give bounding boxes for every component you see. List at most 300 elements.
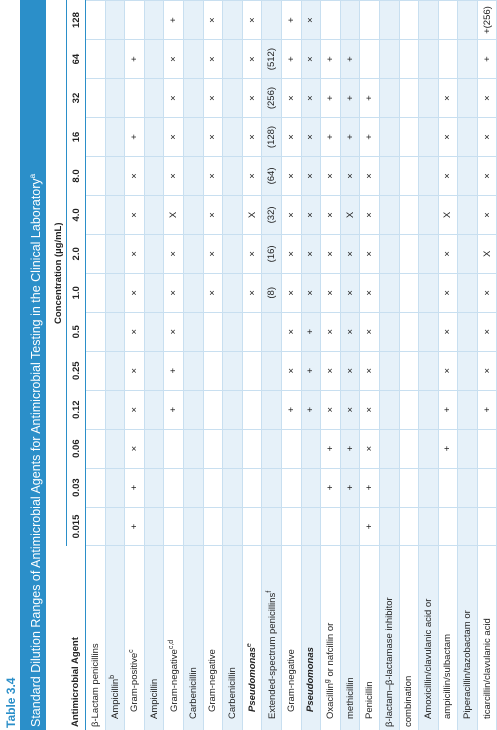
- concentration-cell: ×: [203, 156, 223, 195]
- concentration-cell: [183, 390, 203, 429]
- concentration-cell: ×: [281, 273, 301, 312]
- concentration-cell: ×: [438, 312, 458, 351]
- concentration-cell: [223, 40, 243, 79]
- concentration-cell: ×: [438, 118, 458, 157]
- concentration-cell: [223, 79, 243, 118]
- table-row: [281, 1, 301, 730]
- concentration-header: 0.5: [67, 312, 86, 351]
- concentration-cell: +: [301, 390, 321, 429]
- concentration-cell: ×: [164, 156, 184, 195]
- concentration-cell: [399, 79, 419, 118]
- concentration-cell: +: [360, 507, 380, 546]
- concentration-cell: [144, 234, 164, 273]
- concentration-cell: [301, 507, 321, 546]
- concentration-cell: [203, 351, 223, 390]
- concentration-cell: [379, 118, 399, 157]
- concentration-cell: [164, 429, 184, 468]
- concentration-cell: [458, 79, 478, 118]
- concentration-cell: +: [477, 40, 497, 79]
- concentration-cell: +: [321, 429, 341, 468]
- concentration-cell: +: [321, 40, 341, 79]
- concentration-cell: [86, 273, 106, 312]
- concentration-cell: [477, 468, 497, 507]
- agent-name: Carbenicillin: [226, 667, 238, 719]
- concentration-cell: [105, 351, 125, 390]
- concentration-cell: [86, 195, 106, 234]
- concentration-cell: ×: [203, 273, 223, 312]
- concentration-cell: [105, 156, 125, 195]
- concentration-cell: [223, 390, 243, 429]
- concentration-cell: ×: [281, 234, 301, 273]
- concentration-cell: [340, 507, 360, 546]
- concentration-cell: [321, 507, 341, 546]
- concentration-cell: [86, 390, 106, 429]
- concentration-cell: [458, 390, 478, 429]
- concentration-cell: +: [438, 390, 458, 429]
- concentration-cell: ×: [360, 234, 380, 273]
- concentration-cell: [281, 507, 301, 546]
- concentration-cell: +: [360, 79, 380, 118]
- agent-name: Penicillin: [364, 681, 376, 719]
- table-row: [86, 1, 106, 730]
- concentration-cell: (256): [262, 79, 282, 118]
- concentration-cell: [379, 234, 399, 273]
- concentration-cell: X: [340, 195, 360, 234]
- concentration-cell: [438, 40, 458, 79]
- concentration-cell: +: [125, 40, 145, 79]
- concentration-cell: ×: [321, 351, 341, 390]
- concentration-cell: [105, 79, 125, 118]
- agent-name-cell: [262, 546, 282, 730]
- concentration-cell: [379, 507, 399, 546]
- agent-name-cell: [183, 546, 203, 730]
- concentration-cell: ×: [301, 195, 321, 234]
- concentration-cell: ×: [125, 234, 145, 273]
- concentration-cell: [399, 468, 419, 507]
- concentration-cell: [458, 1, 478, 40]
- concentration-cell: [281, 429, 301, 468]
- agent-name: Gram-negative: [207, 649, 219, 712]
- agent-name-cell: [419, 546, 439, 730]
- concentration-cell: ×: [340, 273, 360, 312]
- concentration-cell: ×: [242, 156, 262, 195]
- agent-name: β-Lactam penicillins: [89, 643, 101, 727]
- concentration-cell: +: [321, 468, 341, 507]
- table-row: [379, 1, 399, 730]
- concentration-cell: [183, 118, 203, 157]
- agent-name-cell: [164, 546, 184, 730]
- concentration-header: 2.0: [67, 234, 86, 273]
- concentration-cell: [477, 507, 497, 546]
- concentration-cell: [105, 507, 125, 546]
- table-row: [242, 1, 262, 730]
- agent-footnote: g: [324, 679, 332, 684]
- concentration-cell: ×: [125, 351, 145, 390]
- concentration-cell: X: [164, 195, 184, 234]
- concentration-cell: [144, 195, 164, 234]
- concentration-cell: ×: [281, 79, 301, 118]
- concentration-cell: [399, 273, 419, 312]
- concentration-cell: [86, 1, 106, 40]
- concentration-cell: [164, 468, 184, 507]
- concentration-cell: +: [340, 79, 360, 118]
- concentration-cell: [183, 234, 203, 273]
- concentration-cell: ×: [477, 79, 497, 118]
- concentration-cell: +: [340, 118, 360, 157]
- concentration-cell: [379, 273, 399, 312]
- concentration-cell: [419, 79, 439, 118]
- concentration-cell: [419, 312, 439, 351]
- concentration-cell: [360, 40, 380, 79]
- agent-name: Ampicillin: [109, 678, 121, 719]
- table-row: [477, 1, 497, 730]
- concentration-cell: [419, 40, 439, 79]
- concentration-cell: [419, 390, 439, 429]
- agent-column-header: Antimicrobial Agent: [67, 546, 86, 730]
- concentration-cell: +: [301, 312, 321, 351]
- concentration-cell: ×: [301, 118, 321, 157]
- concentration-cell: ×: [477, 312, 497, 351]
- concentration-cell: [144, 118, 164, 157]
- concentration-cell: ×: [203, 1, 223, 40]
- table-body: [86, 1, 497, 730]
- concentration-cell: [399, 234, 419, 273]
- concentration-cell: [105, 40, 125, 79]
- agent-footnote: c,d: [167, 639, 175, 650]
- concentration-cell: [438, 507, 458, 546]
- concentration-cell: [144, 79, 164, 118]
- concentration-cell: [340, 1, 360, 40]
- table-row: [301, 1, 321, 730]
- concentration-cell: ×: [242, 79, 262, 118]
- concentration-cell: ×: [360, 351, 380, 390]
- concentration-header: 0.25: [67, 351, 86, 390]
- concentration-cell: [262, 1, 282, 40]
- agent-name: ticarcillin/clavulanic acid: [481, 618, 493, 719]
- concentration-cell: [183, 507, 203, 546]
- concentration-cell: [203, 390, 223, 429]
- concentration-cell: ×: [301, 79, 321, 118]
- concentration-cell: ×: [477, 156, 497, 195]
- table-label: Table 3.4: [4, 677, 18, 728]
- concentration-cell: +: [281, 390, 301, 429]
- concentration-cell: [144, 507, 164, 546]
- table-row: [223, 1, 243, 730]
- concentration-cell: [223, 156, 243, 195]
- agent-name: Gram-positive: [129, 652, 141, 712]
- agent-name-cell: [125, 546, 145, 730]
- concentration-cell: ×: [164, 273, 184, 312]
- concentration-cell: [399, 429, 419, 468]
- concentration-cell: [419, 156, 439, 195]
- concentration-header: 4.0: [67, 195, 86, 234]
- table-title-text: Standard Dilution Ranges of Antimicrobial Agents for Antimicrobial Testing in the Clinical Laboratory: [29, 178, 44, 727]
- concentration-cell: [242, 507, 262, 546]
- agent-footnote: f: [265, 590, 273, 593]
- header-empty-cell: [50, 546, 67, 730]
- concentration-cell: ×: [203, 40, 223, 79]
- agent-name: Gram-negative: [285, 649, 297, 712]
- concentration-cell: [419, 507, 439, 546]
- concentration-cell: [458, 156, 478, 195]
- agent-name-cell: [144, 546, 164, 730]
- concentration-cell: [379, 390, 399, 429]
- concentration-cell: [223, 312, 243, 351]
- concentration-cell: [144, 273, 164, 312]
- agent-name-cell: [203, 546, 223, 730]
- concentration-cell: ×: [125, 312, 145, 351]
- agent-name: Piperacillin/tazobactam or: [462, 610, 474, 719]
- concentration-cell: ×: [321, 312, 341, 351]
- concentration-cell: ×: [164, 79, 184, 118]
- concentration-cell: [399, 156, 419, 195]
- concentration-cell: [223, 118, 243, 157]
- concentration-cell: +(256): [477, 1, 497, 40]
- concentration-cell: ×: [125, 429, 145, 468]
- concentration-cell: [203, 468, 223, 507]
- concentration-cell: [86, 40, 106, 79]
- concentration-header: 8.0: [67, 156, 86, 195]
- concentration-cell: ×: [321, 195, 341, 234]
- concentration-cell: [144, 390, 164, 429]
- agent-name: Carbenicillin: [187, 667, 199, 719]
- concentration-cell: [183, 1, 203, 40]
- agent-name: Amoxicillin/clavulanic acid or: [422, 598, 434, 719]
- concentration-cell: [379, 312, 399, 351]
- agent-name-suffix: or nafcillin or: [325, 622, 337, 680]
- concentration-cell: ×: [203, 195, 223, 234]
- concentration-cell: [281, 468, 301, 507]
- concentration-cell: ×: [321, 390, 341, 429]
- concentration-cell: ×: [301, 156, 321, 195]
- concentration-cell: ×: [203, 234, 223, 273]
- agent-name-cell: [340, 546, 360, 730]
- concentration-cell: [223, 1, 243, 40]
- concentration-header: 0.015: [67, 507, 86, 546]
- concentration-cell: [399, 390, 419, 429]
- concentration-cell: ×: [360, 390, 380, 429]
- concentration-cell: ×: [438, 234, 458, 273]
- concentration-cell: [360, 1, 380, 40]
- concentration-cell: +: [438, 429, 458, 468]
- concentration-cell: [223, 195, 243, 234]
- concentration-cell: [203, 312, 223, 351]
- concentration-cell: [105, 234, 125, 273]
- concentration-cell: +: [340, 468, 360, 507]
- concentration-cell: [144, 1, 164, 40]
- concentration-cell: [458, 40, 478, 79]
- concentration-cell: ×: [301, 1, 321, 40]
- concentration-cell: [419, 1, 439, 40]
- concentration-cell: ×: [242, 1, 262, 40]
- concentration-cell: ×: [242, 273, 262, 312]
- concentration-cell: [86, 351, 106, 390]
- table-row: [360, 1, 380, 730]
- concentration-cell: ×: [438, 351, 458, 390]
- concentration-cell: [223, 468, 243, 507]
- concentration-group-header: Concentration (µg/mL): [50, 1, 67, 547]
- table-row: [125, 1, 145, 730]
- concentration-cell: ×: [301, 234, 321, 273]
- concentration-cell: [183, 40, 203, 79]
- agent-name-cell: [281, 546, 301, 730]
- concentration-cell: ×: [477, 195, 497, 234]
- concentration-cell: [379, 195, 399, 234]
- agent-name: β-lactam–β-lactamase inhibitor: [383, 597, 395, 727]
- table-row: [144, 1, 164, 730]
- concentration-cell: [242, 351, 262, 390]
- table-row: [340, 1, 360, 730]
- concentration-cell: ×: [360, 273, 380, 312]
- concentration-cell: [223, 273, 243, 312]
- concentration-cell: (128): [262, 118, 282, 157]
- concentration-cell: [105, 118, 125, 157]
- concentration-cell: ×: [438, 79, 458, 118]
- concentration-cell: ×: [242, 234, 262, 273]
- concentration-cell: ×: [164, 312, 184, 351]
- concentration-cell: [105, 273, 125, 312]
- concentration-cell: [419, 429, 439, 468]
- concentration-cell: ×: [340, 351, 360, 390]
- concentration-cell: ×: [340, 156, 360, 195]
- concentration-cell: ×: [125, 195, 145, 234]
- concentration-cell: ×: [321, 234, 341, 273]
- table-title: [20, 0, 46, 730]
- concentration-cell: ×: [477, 351, 497, 390]
- concentration-cell: [144, 40, 164, 79]
- concentration-cell: ×: [164, 118, 184, 157]
- concentration-cell: [379, 468, 399, 507]
- concentration-cell: [183, 429, 203, 468]
- concentration-cell: [144, 429, 164, 468]
- concentration-cell: [379, 156, 399, 195]
- table-row: [321, 1, 341, 730]
- concentration-cell: [262, 429, 282, 468]
- concentration-header: 0.06: [67, 429, 86, 468]
- concentration-cell: [86, 79, 106, 118]
- concentration-cell: +: [125, 468, 145, 507]
- concentration-cell: [242, 312, 262, 351]
- concentration-cell: [86, 507, 106, 546]
- concentration-cell: [438, 1, 458, 40]
- concentration-cell: [262, 468, 282, 507]
- concentration-cell: (8): [262, 273, 282, 312]
- table-row: [183, 1, 203, 730]
- concentration-cell: +: [164, 351, 184, 390]
- concentration-cell: +: [360, 118, 380, 157]
- concentration-cell: [183, 312, 203, 351]
- concentration-cell: [262, 351, 282, 390]
- table-title-footnote: a: [28, 173, 37, 179]
- concentration-cell: [262, 312, 282, 351]
- agent-name: Pseudomonas: [247, 647, 259, 712]
- concentration-cell: ×: [360, 195, 380, 234]
- concentration-cell: [86, 118, 106, 157]
- concentration-cell: ×: [125, 390, 145, 429]
- concentration-cell: [164, 507, 184, 546]
- concentration-cell: [144, 351, 164, 390]
- concentration-header: 1.0: [67, 273, 86, 312]
- concentration-cell: ×: [438, 273, 458, 312]
- concentration-cell: +: [164, 1, 184, 40]
- concentration-header: 128: [67, 1, 86, 40]
- concentration-cell: [399, 312, 419, 351]
- concentration-cell: [458, 468, 478, 507]
- concentration-cell: ×: [281, 156, 301, 195]
- concentration-cell: X: [477, 234, 497, 273]
- concentration-cell: [223, 507, 243, 546]
- concentration-header: 16: [67, 118, 86, 157]
- concentration-cell: ×: [301, 273, 321, 312]
- agent-name: combination: [403, 675, 415, 727]
- concentration-cell: [242, 468, 262, 507]
- concentration-cell: +: [125, 507, 145, 546]
- concentration-header: 0.12: [67, 390, 86, 429]
- concentration-cell: ×: [203, 79, 223, 118]
- agent-name-cell: [223, 546, 243, 730]
- concentration-cell: ×: [321, 156, 341, 195]
- table-row: [105, 1, 125, 730]
- concentration-cell: [419, 273, 439, 312]
- table-row: [399, 1, 419, 730]
- concentration-cell: ×: [281, 118, 301, 157]
- concentration-cell: [379, 79, 399, 118]
- concentration-cell: [203, 507, 223, 546]
- concentration-cell: [223, 351, 243, 390]
- concentration-cell: [321, 1, 341, 40]
- agent-name-cell: [477, 546, 497, 730]
- concentration-cell: +: [301, 351, 321, 390]
- concentration-cell: [399, 507, 419, 546]
- concentration-cell: ×: [203, 118, 223, 157]
- concentration-cell: [105, 468, 125, 507]
- agent-name: Ampicillin: [148, 678, 160, 719]
- concentration-cell: (32): [262, 195, 282, 234]
- concentration-cell: [105, 195, 125, 234]
- concentration-header: 0.03: [67, 468, 86, 507]
- concentration-cell: [399, 1, 419, 40]
- concentration-cell: [301, 468, 321, 507]
- concentration-cell: [399, 351, 419, 390]
- concentration-cell: X: [242, 195, 262, 234]
- concentration-cell: [105, 429, 125, 468]
- concentration-cell: [183, 156, 203, 195]
- concentration-cell: (512): [262, 40, 282, 79]
- concentration-cell: [458, 507, 478, 546]
- concentration-cell: ×: [477, 118, 497, 157]
- agent-name: Oxacillin: [325, 683, 337, 719]
- agent-name-cell: [242, 546, 262, 730]
- agent-footnote: b: [108, 674, 116, 679]
- agent-name: Gram-negative: [168, 649, 180, 712]
- concentration-cell: [399, 195, 419, 234]
- concentration-cell: +: [281, 40, 301, 79]
- concentration-cell: ×: [360, 429, 380, 468]
- agent-name-cell: [458, 546, 478, 730]
- concentration-cell: [419, 195, 439, 234]
- table-row: [262, 1, 282, 730]
- concentration-cell: [242, 390, 262, 429]
- agent-name-cell: [301, 546, 321, 730]
- table-row: [203, 1, 223, 730]
- concentration-cell: ×: [301, 40, 321, 79]
- agent-name: ampicillin/sulbactam: [442, 633, 454, 719]
- concentration-cell: [86, 156, 106, 195]
- concentration-cell: [301, 429, 321, 468]
- header-group-row: [50, 1, 67, 730]
- concentration-cell: ×: [438, 156, 458, 195]
- concentration-cell: [203, 429, 223, 468]
